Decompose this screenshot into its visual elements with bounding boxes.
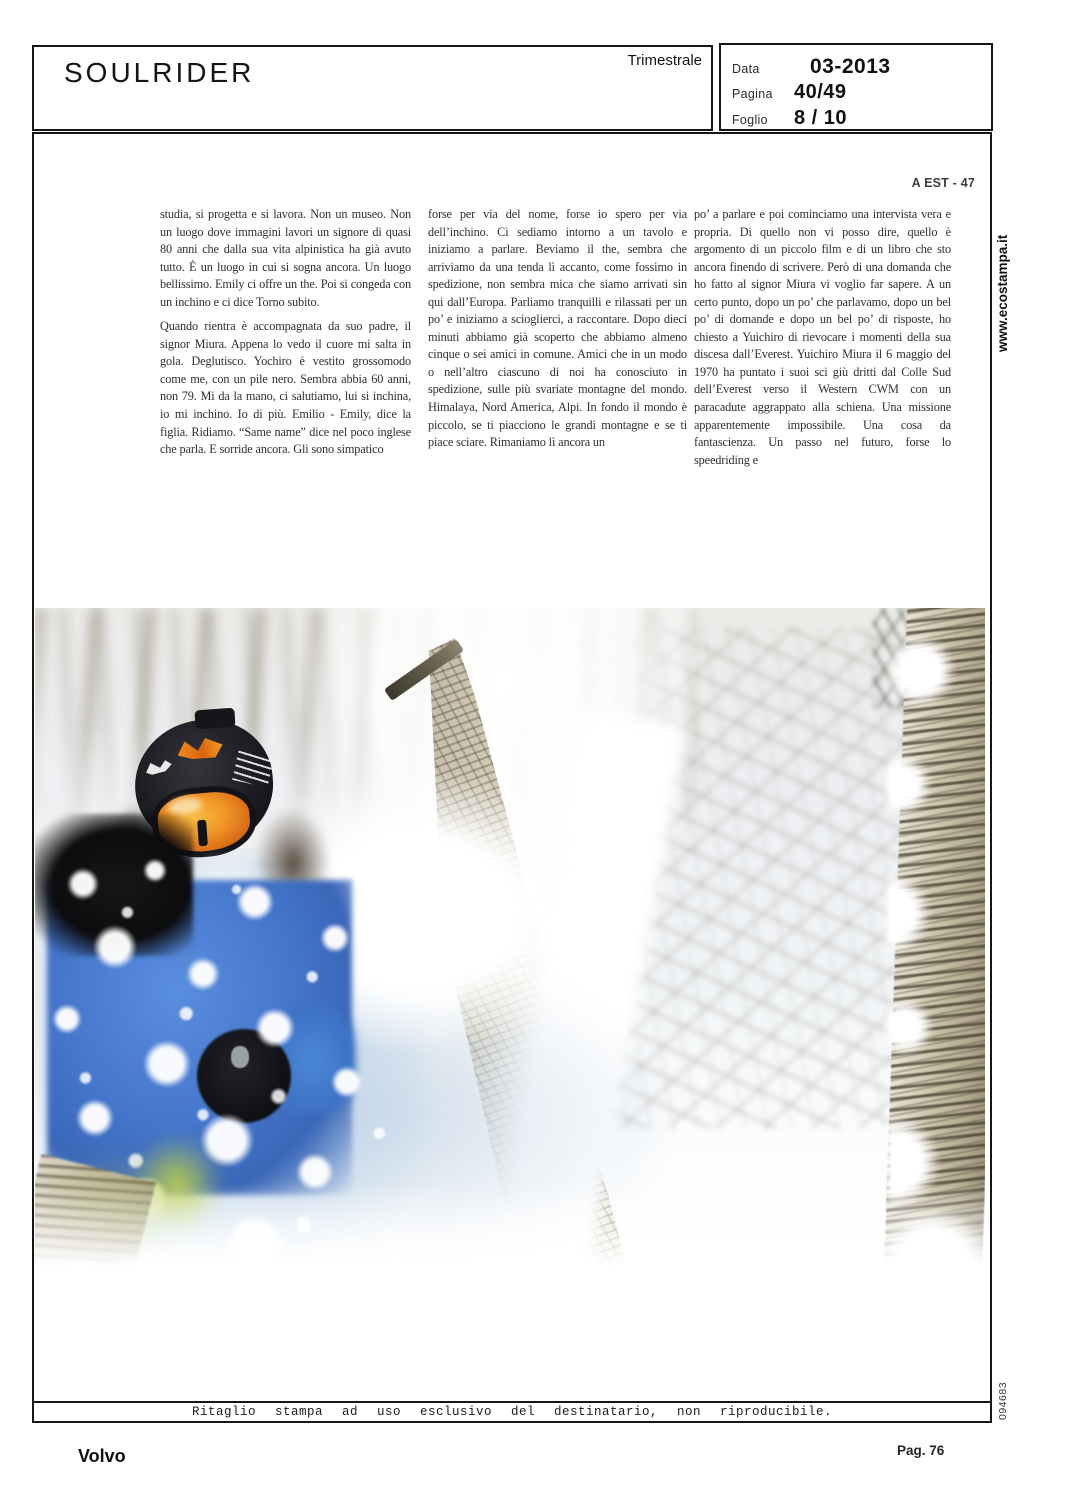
paragraph: studia, si progetta e si lavora. Non un museo. Non un luogo dove immagini lavori un signore di quasi 80 anni che dalla sua vita alpinistica ha già avuto tutto. È un luogo in cui si sogna ancora. Un luogo bellissimo. Emily ci offre un the. Poi si congeda con un inchino e ci dice Torno subito.	[160, 207, 411, 309]
helmet-camera-mount	[194, 708, 235, 730]
footer-strip	[32, 1403, 992, 1423]
metadata-label: Pagina	[732, 87, 773, 101]
paragraph: forse per via del nome, forse io spero per via dell’inchino. Ci sediamo intorno a un tavolo e iniziamo a parlare. Beviamo il the, sembra che arriviamo da una tenda lì accanto, come fossimo in spedizione, non sembra mica che siamo arrivati sin qui dall’Europa. Parliamo tranquilli e rilassati per un po’ e iniziamo a scioglierci, a raccontare. Dopo dieci minuti abbiamo già scoperto che abbiamo almeno cinque o sei amici in comune. Amici che in un modo o nell’altro ciascuno di noi ha conosciuto in spedizione, sulle più svariate montagne del mondo. Himalaya, Nord America, Alpi. In fondo il mondo è piccolo, se ti piacciono le grandi montagne e se ti piace sciare. Rimaniamo lì ancora un	[428, 207, 687, 450]
metadata-row-pagina	[732, 81, 847, 104]
goggle-nosepiece	[197, 820, 208, 847]
article-column-3	[694, 206, 951, 469]
frequency-label: Trimestrale	[627, 52, 702, 69]
metadata-value: 40/49	[794, 81, 847, 103]
photo-bottom-fade	[35, 1183, 985, 1298]
publication-title: SOULRIDER	[64, 57, 255, 88]
clipping-code: 094683	[997, 1381, 1009, 1420]
metadata-row-foglio	[732, 107, 847, 130]
metadata-value: 03-2013	[810, 55, 891, 78]
page-reference: Pag. 76	[897, 1443, 945, 1458]
article-column-1	[160, 206, 411, 459]
skier-powder-photo	[35, 608, 985, 1298]
metadata-label: Foglio	[732, 113, 768, 127]
metadata-label: Data	[732, 62, 760, 76]
paragraph: Quando rientra è accompagnata da suo padre, il signor Miura. Appena lo vedo il cuore mi salta in gola. Deglutisco. Yochiro è vestito grossomodo come me, con un pile nero. Sembra abbia 60 anni, non 79. Mi da la mano, ci salutiamo, lui si inchina, io mi inchino. Io di più. Emilio - Emily, dice la figlia. Ridiamo. “Same name” dice nel poco inglese che parla. E sorride ancora. Gli sono simpatico	[160, 319, 411, 457]
article-column-2	[428, 206, 687, 452]
metadata-box	[719, 43, 993, 131]
ecostampa-watermark: www.ecostampa.it	[995, 234, 1010, 352]
header-box	[32, 45, 713, 131]
page-code: A EST - 47	[911, 176, 975, 190]
disclaimer-text: Ritaglio stampa ad uso esclusivo del destinatario, non riproducibile.	[191, 1405, 833, 1419]
paragraph: po’ a parlare e poi cominciamo una intervista vera e propria. Di quello non vi posso dire, quello è argomento di un piccolo film e di un libro che sto ancora finendo di scrivere. Però di una domanda che ho fatto al signor Miura vi voglio far sapere. A un certo punto, dopo un po’ che parlavamo, dopo un bel po’ di domande e dopo un bel po’ di risposte, ho chiesto a Yuichiro di rievocare i momenti della sua discesa dall’Everest. Yuichiro Miura il 6 maggio del 1970 ha puntato i suoi sci giù dritti dal Colle Sud dell’Everest verso il Western CWM con un paracadute aggrappato alla schiena. Una missione apparentemente impossibile. Una cosa da fantascienza. Un passo nel futuro, forse lo speedriding e	[694, 207, 951, 467]
metadata-value: 8 / 10	[794, 107, 848, 129]
metadata-row-data	[732, 55, 891, 79]
client-name: Volvo	[78, 1446, 126, 1466]
